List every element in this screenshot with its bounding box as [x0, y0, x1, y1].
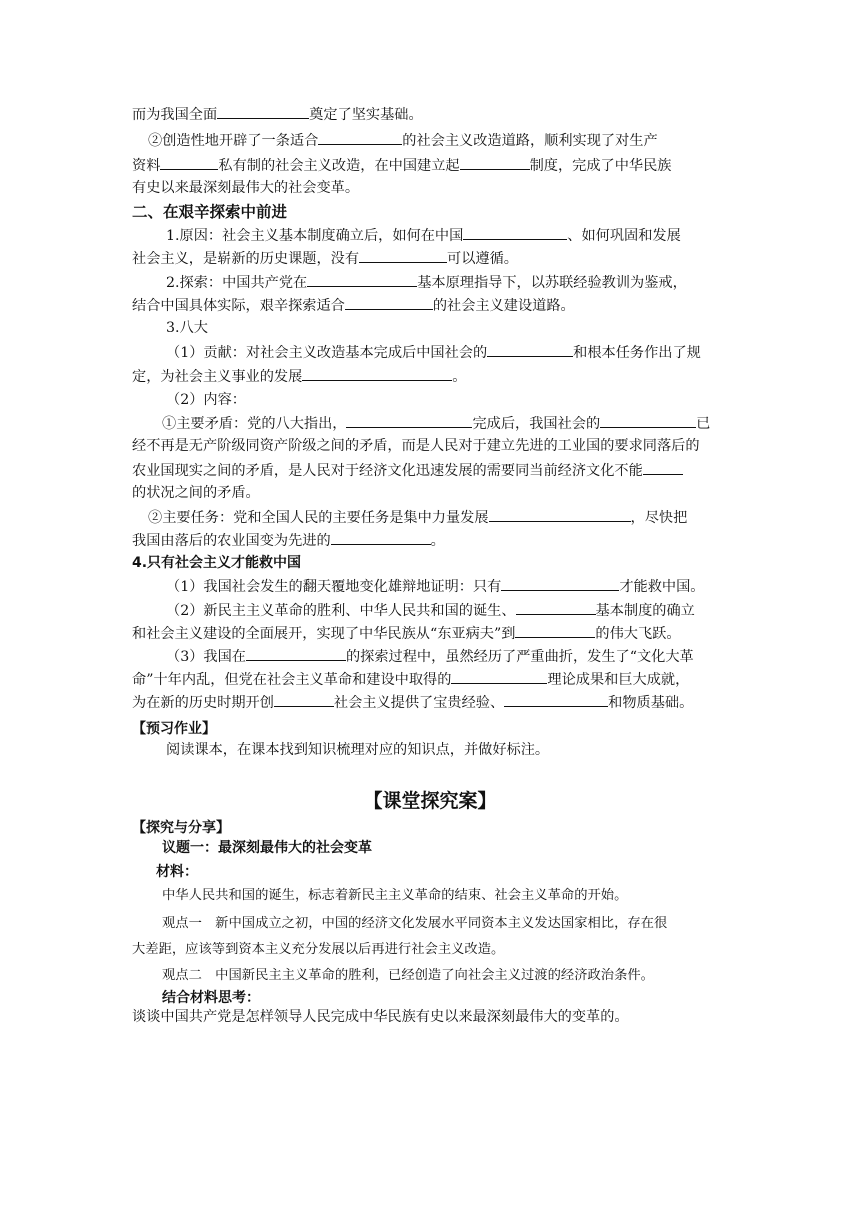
think-label: 结合材料思考： [162, 990, 260, 1006]
text-line: 农业国现实之间的矛盾，是人民对于经济文化迅速发展的需要同当前经济文化不能 [132, 460, 732, 481]
question-text: 谈谈中国共产党是怎样领导人民完成中华民族有史以来最深刻最伟大的变革的。 [132, 1009, 629, 1025]
text-line: （2）内容： [166, 392, 246, 408]
fill-blank[interactable] [463, 225, 567, 240]
fill-blank[interactable] [643, 460, 683, 475]
fill-blank[interactable] [460, 155, 530, 170]
inquiry-heading: 【探究与分享】 [132, 820, 230, 836]
fill-blank[interactable] [246, 646, 346, 661]
view-one-continued: 大差距，应该等到资本主义充分发展以后再进行社会主义改造。 [132, 942, 505, 957]
text-line: 资料 私有制的社会主义改造，在中国建立起 制度，完成了中华民族 [132, 155, 732, 176]
text-line: 2.探索：中国共产党在 基本原理指导下，以苏联经验教训为鉴戒， [166, 272, 766, 293]
text-line: 而为我国全面 奠定了坚实基础。 [132, 104, 732, 125]
material-label: 材料： [156, 864, 198, 880]
fill-blank[interactable] [318, 130, 402, 145]
fill-blank[interactable] [487, 342, 573, 357]
page-title: 【课堂探究案】 [363, 790, 497, 812]
text-line: 有史以来最深刻最伟大的社会变革。 [132, 180, 360, 196]
text-line: ②主要任务：党和全国人民的主要任务是集中力量发展 ，尽快把 [148, 507, 748, 528]
fill-blank[interactable] [359, 248, 447, 263]
text-line: 结合中国具体实际，艰辛探索适合 的社会主义建设道路。 [132, 295, 732, 316]
fill-blank[interactable] [451, 669, 547, 684]
text-line: （2）新民主主义革命的胜利、中华人民共和国的诞生、 基本制度的确立 [166, 600, 766, 621]
fill-blank[interactable] [307, 272, 417, 287]
section-heading: 二、在艰辛探索中前进 [132, 203, 288, 221]
fill-blank[interactable] [600, 413, 696, 428]
text-line: 的状况之间的矛盾。 [132, 485, 260, 501]
text-line: 我国由落后的农业国变为先进的 。 [132, 530, 732, 551]
text-line: 为在新的历史时期开创 社会主义提供了宝贵经验、 和物质基础。 [132, 692, 732, 713]
text-line: 3.八大 [166, 320, 208, 336]
text-line: 定，为社会主义事业的发展 。 [132, 366, 732, 387]
text-line: ①主要矛盾：党的八大指出， 完成后，我国社会的 已 [162, 413, 762, 434]
fill-blank[interactable] [217, 104, 309, 119]
fill-blank[interactable] [345, 295, 433, 310]
view-one: 观点一 新中国成立之初，中国的经济文化发展水平同资本主义发达国家相比，存在很 [162, 916, 668, 931]
subsection-heading: 4.只有社会主义才能救中国 [132, 555, 302, 571]
fill-blank[interactable] [501, 576, 619, 591]
topic-heading: 议题一：最深刻最伟大的社会变革 [162, 840, 372, 856]
text-line: 1.原因：社会主义基本制度确立后，如何在中国 、如何巩固和发展 [166, 225, 766, 246]
text-line: ②创造性地开辟了一条适合 的社会主义改造道路，顺利实现了对生产 [148, 130, 748, 151]
fill-blank[interactable] [346, 413, 472, 428]
view-two: 观点二 中国新民主主义革命的胜利，已经创造了向社会主义过渡的经济政治条件。 [162, 968, 654, 983]
fill-blank[interactable] [160, 155, 218, 170]
text-line: （1）贡献：对社会主义改造基本完成后中国社会的 和根本任务作出了规 [166, 342, 766, 363]
text-line: （3）我国在 的探索过程中，虽然经历了严重曲折，发生了“文化大革 [166, 646, 766, 667]
text-line: 命”十年内乱，但党在社会主义革命和建设中取得的 理论成果和巨大成就， [132, 669, 732, 690]
material-text: 中华人民共和国的诞生，标志着新民主主义革命的结束、社会主义革命的开始。 [162, 888, 628, 903]
homework-heading: 【预习作业】 [132, 721, 216, 737]
fill-blank[interactable] [302, 366, 452, 381]
text-line: 经不再是无产阶级同资产阶级之间的矛盾，而是人民对于建立先进的工业国的要求同落后的 [132, 438, 700, 454]
fill-blank[interactable] [274, 692, 334, 707]
fill-blank[interactable] [489, 507, 631, 522]
text-line: （1）我国社会发生的翻天覆地变化雄辩地证明：只有 才能救中国。 [166, 576, 766, 597]
fill-blank[interactable] [515, 623, 595, 638]
fill-blank[interactable] [516, 600, 596, 615]
text-line: 和社会主义建设的全面展开，实现了中华民族从“东亚病夫”到 的伟大飞跃。 [132, 623, 732, 644]
text-line: 社会主义，是崭新的历史课题，没有 可以遵循。 [132, 248, 732, 269]
fill-blank[interactable] [504, 692, 608, 707]
text-line: 阅读课本，在课本找到知识梳理对应的知识点，并做好标注。 [166, 742, 550, 758]
fill-blank[interactable] [331, 530, 431, 545]
